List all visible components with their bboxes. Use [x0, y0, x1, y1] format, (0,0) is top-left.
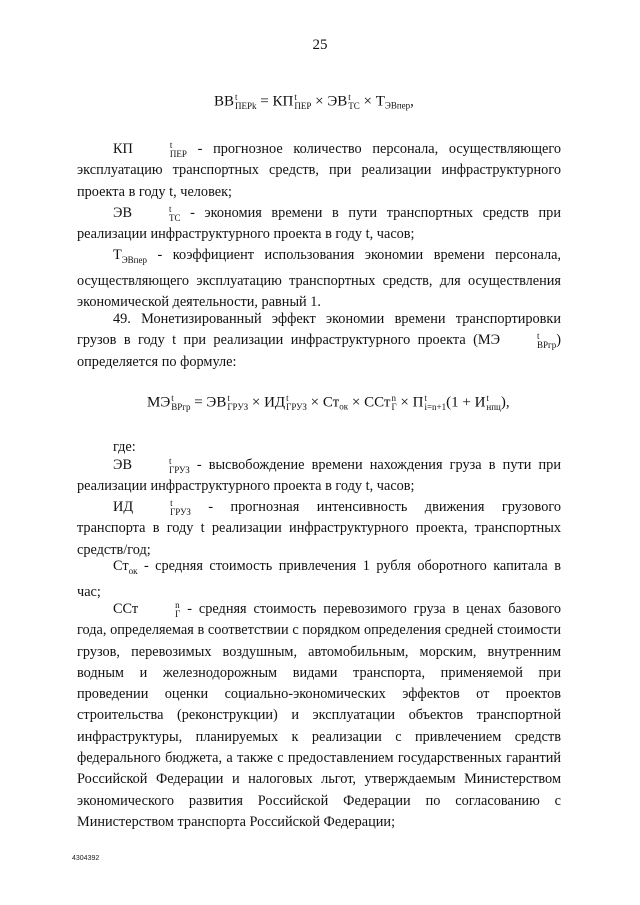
- document-code: 4304392: [72, 855, 100, 862]
- formula-term: КП: [272, 93, 294, 110]
- where-label: где:: [113, 439, 136, 455]
- formula-term: ЭВ: [327, 93, 348, 110]
- formula-term: Т: [375, 93, 385, 110]
- formula-term: ВВ: [214, 93, 235, 110]
- symbol: $Ст_{ок}$: [113, 558, 138, 576]
- symbol: МЭ t ВРгр: [477, 331, 557, 351]
- symbol: $Т_{ЭВпер}$: [113, 247, 147, 265]
- symbol: ИД t ГРУЗ: [113, 498, 191, 517]
- definition-sst-g: ССт n Г - средняя стоимость перевозимого груза в ценах базового года, определяемая в соответствии с порядком определения средней стоимости грузов, перевозимых воздушным, автомобильным, морским, внутренним водным и железнодорожным видами транспорта, применяемой при проведении оценки социально-экономических эффектов от проектов строительства (реконструкции) и эксплуатации объектов транспортной инфраструктуры, планируемых к реализации с привлечением средств федерального бюджета, а также с предоставлением государственных гарантий Российской Федерации и налоговых льгот, утверждаемым Министерством экономического развития Российской Федерации по согласованию с Министерством транспорта Российской Федерации;: [77, 600, 561, 830]
- page-number: 25: [312, 37, 328, 53]
- formula-vv-per: ВВ t ПЕРk = КП t ПЕР × ЭВ t ТС × $Т_{ЭВпер}$,: [214, 92, 414, 111]
- symbol: ЭВ t ТС: [113, 204, 181, 223]
- symbol: КП t ПЕР: [113, 140, 187, 159]
- definition-kp-per: КП t ПЕР - прогнозное количество персонала, осуществляющего эксплуатацию транспортных средств, при реализации инфраструктурного проекта в году t, человек;: [77, 140, 561, 200]
- symbol: ЭВ t ГРУЗ: [113, 456, 190, 475]
- definition-ev-ts: ЭВ t ТС - экономия времени в пути транспортных средств при реализации инфраструктурного проекта в году t, часов;: [77, 204, 561, 243]
- paragraph-49: 49. Монетизированный эффект экономии времени транспортировки грузов в году t при реализации инфраструктурного проекта (МЭ t ВРгр ) определяется по формуле:: [77, 311, 561, 370]
- formula-me-vrgr: МЭ t ВРгр = ЭВ t ГРУЗ × ИД t ГРУЗ × $Ст_{ок}$ × ССт n Г × П t i=n+1 (1 + И t нпц ),: [147, 393, 510, 412]
- definition-st-ok: $Ст_{ок}$ - средняя стоимость привлечения 1 рубля оборотного капитала в час;: [77, 558, 561, 601]
- definition-t-evper: $Т_{ЭВпер}$ - коэффициент использования экономии времени персонала, осуществляющего эксплуатацию транспортных средств, для осуществления экономической деятельности, равный 1.: [77, 247, 561, 311]
- symbol: ССт n Г: [113, 600, 181, 619]
- definition-id-gruz: ИД t ГРУЗ - прогнозная интенсивность движения грузового транспорта в году t реализации инфраструктурного проекта, транспортных средств/год;: [77, 498, 561, 558]
- definition-ev-gruz: ЭВ t ГРУЗ - высвобождение времени нахождения груза в пути при реализации инфраструктурного проекта в году t, часов;: [77, 456, 561, 495]
